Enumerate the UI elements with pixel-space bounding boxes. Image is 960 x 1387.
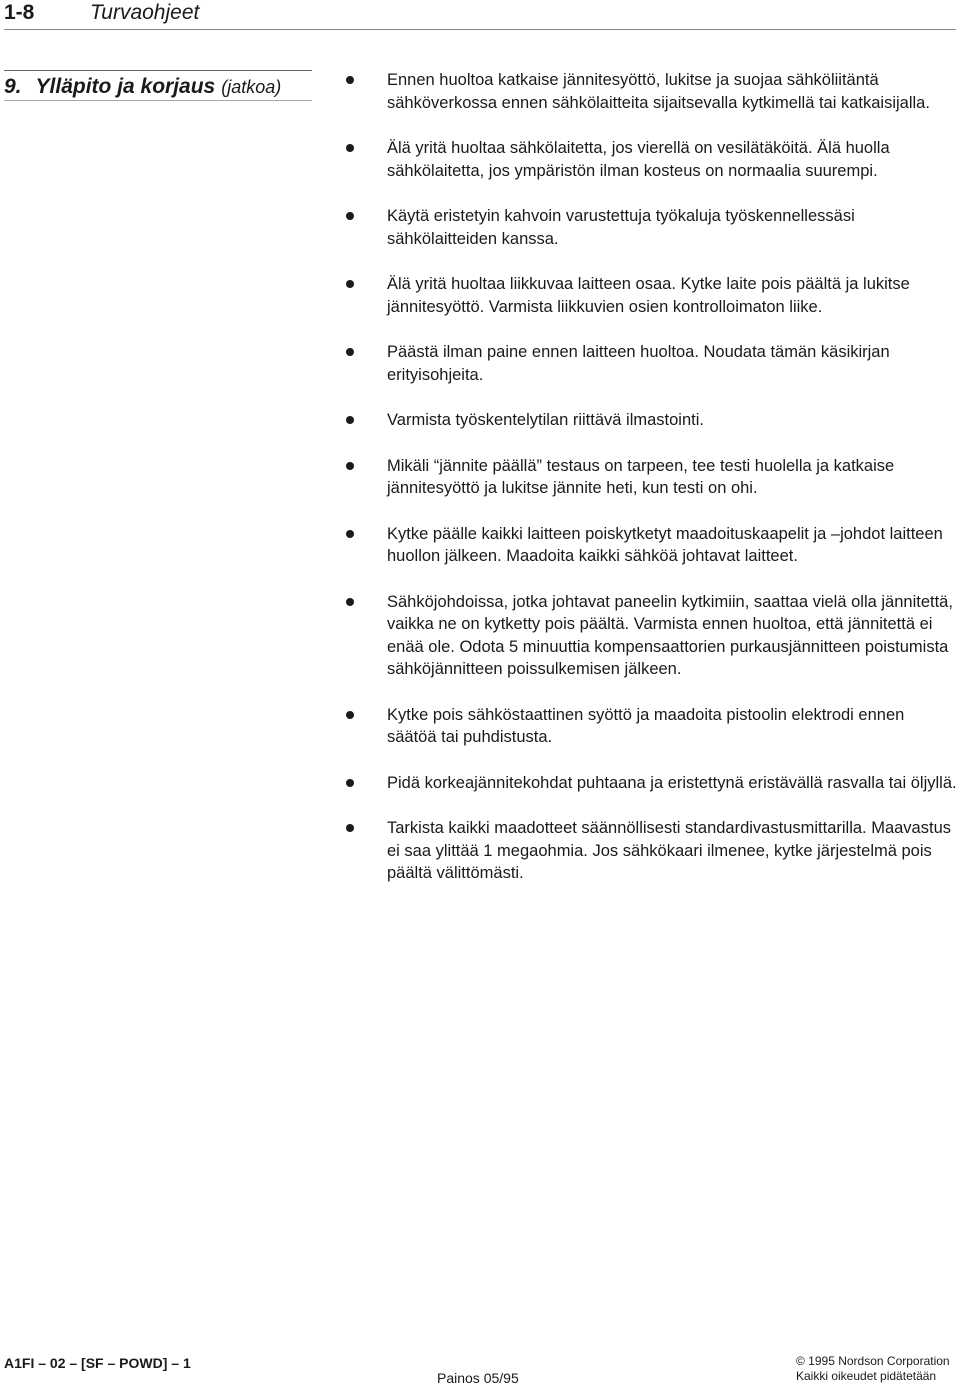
- list-item: [346, 523, 958, 568]
- list-item: [346, 704, 958, 749]
- list-item-text: Mikäli “jännite päällä” testaus on tarpeen, tee testi huolella ja katkaise jännitesyöttö ja lukitse jännite heti, kun testi on ohi.: [387, 456, 895, 497]
- list-item: [346, 205, 958, 250]
- list-item: [346, 455, 958, 500]
- bullet-icon: [346, 530, 354, 538]
- list-item-text: Älä yritä huoltaa liikkuvaa laitteen osaa. Kytke laite pois päältä ja lukitse jännitesyöttö. Varmista liikkuvien osien kontrolloimaton liike.: [387, 275, 910, 316]
- list-item: [346, 273, 958, 318]
- list-item: [346, 817, 958, 885]
- list-item-text: Kytke päälle kaikki laitteen poiskytketyt maadoituskaapelit ja –johdot laitteen huollon jälkeen. Maadoita kaikki sähköä johtavat laitteet.: [387, 524, 943, 565]
- header-divider: [4, 29, 956, 30]
- page-header: [4, 0, 956, 28]
- bullet-icon: [346, 824, 354, 832]
- list-item: [346, 591, 958, 681]
- bullet-icon: [346, 598, 354, 606]
- document-code: A1FI – 02 – [SF – POWD] – 1: [4, 1355, 191, 1371]
- section-number: 9.: [4, 75, 22, 98]
- list-item-text: Sähköjohdoissa, jotka johtavat paneelin kytkimiin, saattaa vielä olla jännitettä, vaikka ne on kytketty pois päältä. Varmista ennen huoltoa, että jännitettä ei enää ole. Odota 5 minuuttia kompensaattorien purkausjännitteen poistumista sähköjännitteen poissulkemisen jälkeen.: [387, 592, 953, 678]
- list-item-text: Varmista työskentelytilan riittävä ilmastointi.: [387, 411, 704, 429]
- bullet-icon: [346, 348, 354, 356]
- list-item-text: Älä yritä huoltaa sähkölaitetta, jos vierellä on vesilätäköitä. Älä huolla sähkölaitetta, jos ympäristön ilman kosteus on normaalia suurempi.: [387, 139, 890, 180]
- section-heading: [4, 74, 281, 100]
- safety-instructions-list: [346, 69, 958, 908]
- copyright-line: © 1995 Nordson Corporation: [796, 1354, 950, 1368]
- bullet-icon: [346, 711, 354, 719]
- list-item-text: Tarkista kaikki maadotteet säännöllisesti standardivastusmittarilla. Maavastus ei saa ylittää 1 megaohmia. Jos sähkökaari ilmenee, kytke järjestelmä pois päältä välittömästi.: [387, 819, 951, 882]
- bullet-icon: [346, 779, 354, 787]
- bullet-icon: [346, 76, 354, 84]
- copyright-block: [796, 1354, 950, 1384]
- list-item: [346, 409, 958, 432]
- list-item: [346, 341, 958, 386]
- list-item-text: Päästä ilman paine ennen laitteen huoltoa. Noudata tämän käsikirjan erityisohjeita.: [387, 343, 890, 384]
- revision-label: Painos 05/95: [437, 1370, 519, 1386]
- list-item-text: Ennen huoltoa katkaise jännitesyöttö, lukitse ja suojaa sähköliitäntä sähköverkossa ennen sähkölaitteita sijaitsevalla kytkimellä tai katkaisijalla.: [387, 71, 930, 112]
- section-title: Ylläpito ja korjaus: [35, 75, 216, 98]
- header-title: Turvaohjeet: [90, 1, 200, 24]
- list-item: [346, 69, 958, 114]
- section-top-divider: [4, 70, 312, 71]
- list-item: [346, 137, 958, 182]
- bullet-icon: [346, 144, 354, 152]
- page-number: 1-8: [4, 1, 35, 24]
- bullet-icon: [346, 462, 354, 470]
- list-item-text: Käytä eristetyin kahvoin varustettuja työkaluja työskennellessäsi sähkölaitteiden kanssa.: [387, 207, 855, 248]
- bullet-icon: [346, 416, 354, 424]
- bullet-icon: [346, 280, 354, 288]
- list-item: [346, 772, 958, 795]
- list-item-text: Pidä korkeajännitekohdat puhtaana ja eristettynä eristävällä rasvalla tai öljyllä.: [387, 773, 957, 792]
- rights-line: Kaikki oikeudet pidätetään: [796, 1369, 937, 1383]
- section-continuation: (jatkoa): [221, 77, 282, 97]
- section-bottom-divider: [4, 100, 312, 101]
- list-item-text: Kytke pois sähköstaattinen syöttö ja maadoita pistoolin elektrodi ennen säätöä tai puhdistusta.: [387, 705, 905, 746]
- bullet-icon: [346, 212, 354, 220]
